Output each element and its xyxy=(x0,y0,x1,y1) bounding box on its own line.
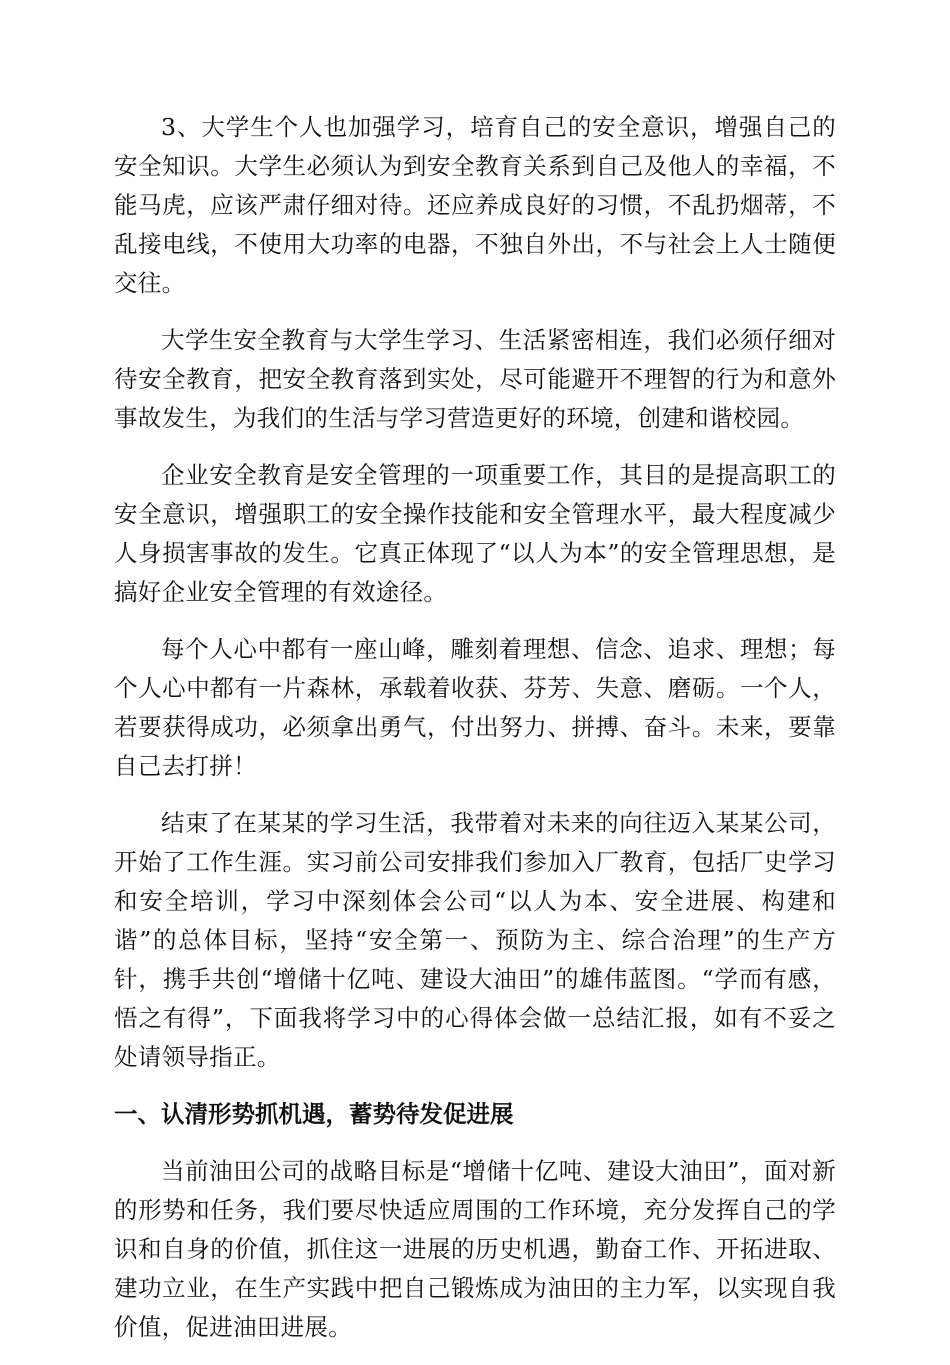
document-body xyxy=(114,108,836,1365)
paragraph-enterprise-safety-education: 企业安全教育是安全管理的一项重要工作，其目的是提高职工的安全意识，增强职工的安全操作技能和安全管理水平，最大程度减少人身损害事故的发生。它真正体现了“以人为本”的安全管理思想，是搞好企业安全管理的有效途径。 xyxy=(114,461,836,606)
paragraph-work-career: 结束了在某某的学习生活，我带着对未来的向往迈入某某公司，开始了工作生涯。实习前公司安排我们参加入厂教育，包括厂史学习和安全培训，学习中深刻体会公司“以人为本、安全进展、构建和谐”的总体目标，坚持“安全第一、预防为主、综合治理”的生产方针，携手共创“增储十亿吨、建设大油田”的雄伟蓝图。“学而有感，悟之有得”，下面我将学习中的心得体会做一总结汇报，如有不妥之处请领导指正。 xyxy=(114,809,836,1071)
paragraph-student-self-study: 3、大学生个人也加强学习，培育自己的安全意识，增强自己的安全知识。大学生必须认为到安全教育关系到自己及他人的幸福，不能马虎，应该严肃仔细对待。还应养成良好的习惯，不乱扔烟蒂，不乱接电线，不使用大功率的电器，不独自外出，不与社会上人士随便交往。 xyxy=(114,113,836,297)
paragraph-oilfield-strategy: 当前油田公司的战略目标是“增储十亿吨、建设大油田”，面对新的形势和任务，我们要尽快适应周围的工作环境，充分发挥自己的学识和自身的价值，抓住这一进展的历史机遇，勤奋工作、开拓进取、建功立业，在生产实践中把自己锻炼成为油田的主力军，以实现自我价值，促进油田进展。 xyxy=(114,1157,836,1341)
section-heading-1: 一、认清形势抓机遇，蓄势待发促进展 xyxy=(114,1100,514,1128)
paragraph-safety-education-campus: 大学生安全教育与大学生学习、生活紧密相连，我们必须仔细对待安全教育，把安全教育落到实处，尽可能避开不理智的行为和意外事故发生，为我们的生活与学习营造更好的环境，创建和谐校园。 xyxy=(114,326,836,432)
paragraph-ideals: 每个人心中都有一座山峰，雕刻着理想、信念、追求、理想；每个人心中都有一片森林，承载着收获、芬芳、失意、磨砺。一个人，若要获得成功，必须拿出勇气，付出努力、拼搏、奋斗。未来，要靠自己去打拼！ xyxy=(114,635,836,780)
